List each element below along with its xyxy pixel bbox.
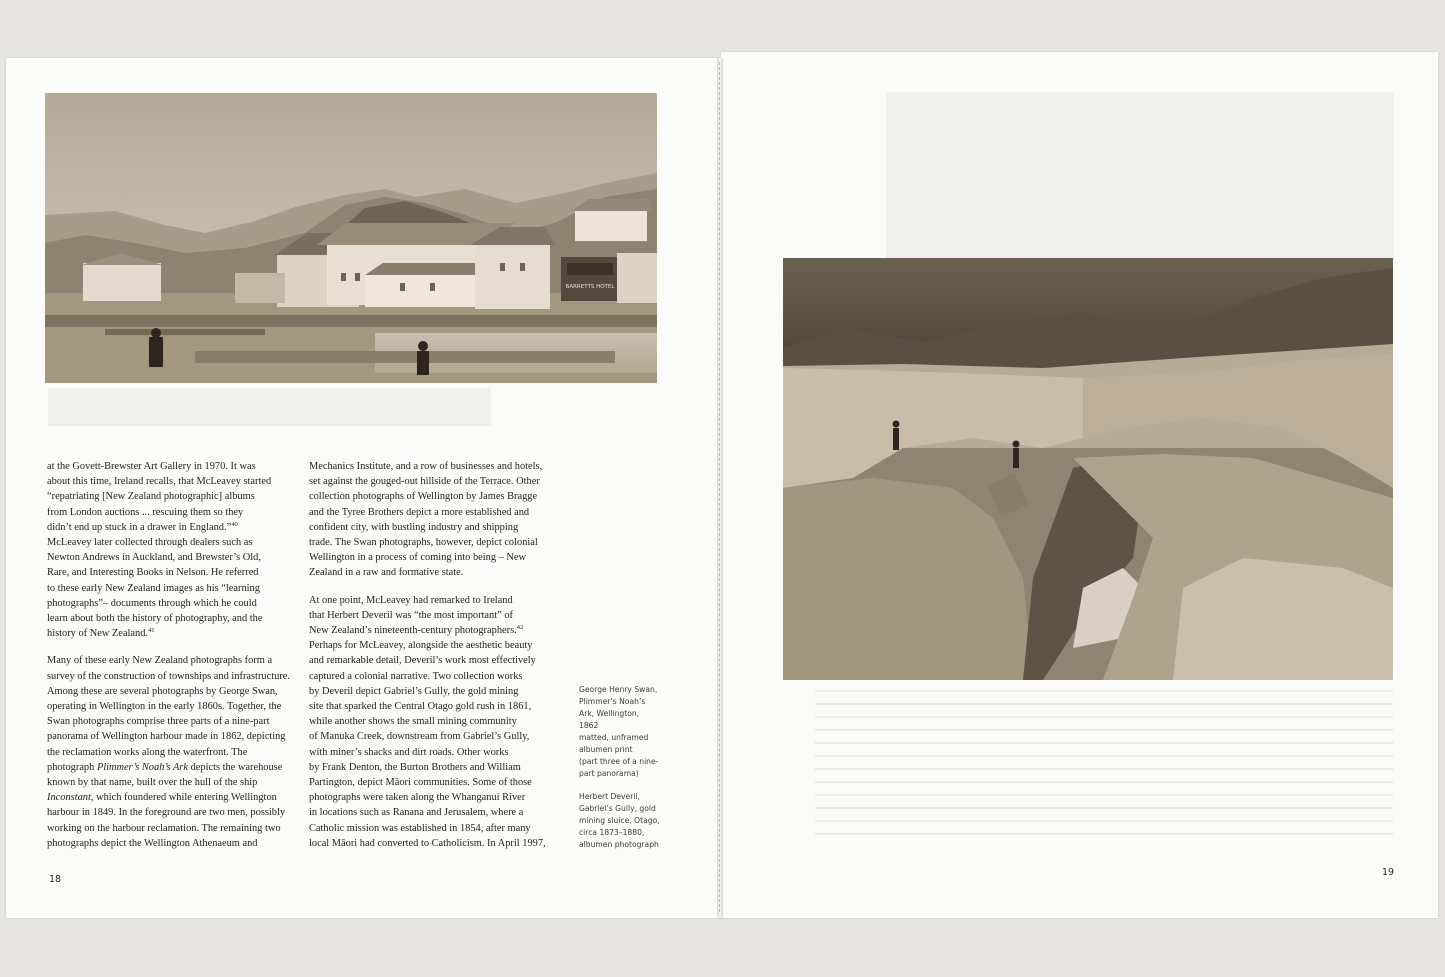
caption-line: Ark, Wellington, [579, 709, 640, 718]
page-number-left: 18 [49, 874, 62, 885]
text-line: photographs were taken along the Whanganui River [309, 792, 526, 804]
footnote-ref[interactable]: 40 [231, 520, 238, 528]
paragraph [47, 459, 297, 641]
ship-name: Inconstant [47, 792, 91, 804]
footnote-ref[interactable]: 42 [516, 624, 524, 632]
binding-stitch [719, 62, 721, 912]
text-line: Mechanics Institute, and a row of businesses and hotels, [309, 461, 543, 472]
text-line: in locations such as Ranana and Jerusalem, where a [309, 807, 524, 819]
caption-swan [579, 684, 669, 780]
paragraph [47, 653, 297, 851]
caption-line: circa 1873–1880, [579, 828, 645, 837]
text-line: trade. The Swan photographs, however, depict colonial [309, 537, 538, 549]
text-line: set against the gouged-out hillside of the Terrace. Other [309, 476, 540, 488]
text-line: McLeavey later collected through dealers such as [47, 537, 253, 549]
text-line: operating in Wellington in the early 1860s. Together, the [47, 701, 282, 713]
caption-line: albumen print [579, 745, 633, 754]
caption-line: Herbert Deveril, [579, 792, 640, 801]
text-fragment: photograph [47, 761, 97, 773]
text-line [47, 760, 297, 775]
text-line: about this time, Ireland recalls, that McLeavey started [47, 476, 272, 488]
paragraph [309, 459, 561, 581]
text-line [47, 790, 297, 805]
text-line: Catholic mission was established in 1854, after many [309, 822, 531, 834]
text-line: and the Tyree Brothers depict a more established and [309, 506, 530, 518]
text-column-2 [309, 459, 561, 863]
text-line: survey of the construction of townships and infrastructure. [47, 670, 290, 682]
photo-gabriels-gully [783, 258, 1393, 680]
photo-shop-sign: BARRETTS HOTEL [565, 284, 615, 290]
caption-deveril [579, 791, 669, 851]
text-line: learn about both the history of photography, and the [47, 613, 263, 625]
text-line: while another shows the small mining community [309, 716, 517, 728]
text-line: and remarkable detail, Deveril’s work most effectively [309, 655, 536, 667]
caption-line: part panorama) [579, 769, 639, 778]
text-line: panorama of Wellington harbour made in 1862, depicting [47, 731, 286, 743]
text-line: Rare, and Interesting Books in Nelson. He referred [47, 567, 259, 579]
text-line: to these early New Zealand images as his “learning [47, 582, 260, 594]
text-line: captured a colonial narrative. Two collection works [309, 670, 523, 682]
text-fragment: depicts the warehouse [187, 761, 283, 773]
text-fragment: history of New Zealand. [47, 628, 148, 640]
caption-line: (part three of a nine- [579, 757, 659, 766]
caption-line: albumen photograph [579, 840, 659, 849]
text-line [47, 626, 297, 641]
text-line: local Māori had converted to Catholicism. In April 1997, [309, 837, 546, 849]
caption-line: Plimmer’s Noah’s [579, 697, 646, 706]
text-line: working on the harbour reclamation. The remaining two [47, 822, 281, 834]
text-line: Wellington in a process of coming into being – New [309, 552, 527, 564]
text-line: of Manuka Creek, downstream from Gabriel’s Gully, [309, 731, 530, 743]
text-line: Among these are several photographs by George Swan, [47, 685, 278, 697]
text-line: that Herbert Deveril was “the most important” of [309, 609, 513, 621]
text-line: Newton Andrews in Auckland, and Brewster’s Old, [47, 552, 261, 564]
text-line: Swan photographs comprise three parts of a nine-part [47, 716, 270, 728]
text-line: known by that name, built over the hull of the ship [47, 777, 258, 789]
caption-line: matted, unframed [579, 733, 649, 742]
caption-line: George Henry Swan, [579, 685, 658, 694]
text-line: by Deveril depict Gabriel’s Gully, the gold mining [309, 685, 519, 697]
text-line: by Frank Denton, the Burton Brothers and William [309, 761, 521, 773]
text-line: with miner’s shacks and dirt roads. Other works [309, 746, 509, 758]
caption-line: Gabriel’s Gully, gold [579, 804, 656, 813]
footnote-ref[interactable]: 41 [148, 627, 155, 635]
text-line: collection photographs of Wellington by James Bragge [309, 491, 538, 503]
show-through-block [886, 92, 1394, 260]
text-line: the reclamation works along the waterfront. The [47, 746, 248, 758]
photo-plimmers-noahs-ark [45, 93, 657, 383]
text-line: photographs depict the Wellington Athenaeum and [47, 837, 258, 849]
text-fragment: didn’t end up stuck in a drawer in England.” [47, 521, 232, 533]
text-line: from London auctions ... rescuing them so they [47, 506, 244, 518]
text-fragment: , which foundered while entering Wellington [90, 792, 277, 804]
page-number-right: 19 [1382, 867, 1395, 878]
text-line: site that sparked the Central Otago gold rush in 1861, [309, 701, 532, 713]
text-line: at the Govett-Brewster Art Gallery in 1970. It was [47, 461, 256, 472]
text-line: At one point, McLeavey had remarked to Ireland [309, 594, 513, 606]
text-line: Perhaps for McLeavey, alongside the aesthetic beauty [309, 640, 533, 652]
text-line: harbour in 1849. In the foreground are two men, possibly [47, 807, 286, 819]
caption-line: mining sluice, Otago, [579, 816, 660, 825]
caption-line: 1862 [579, 721, 599, 730]
text-line: Zealand in a raw and formative state. [309, 567, 464, 579]
text-line: photographs”– documents through which he could [47, 597, 257, 609]
text-fragment: New Zealand’s nineteenth-century photographers. [309, 625, 517, 637]
paragraph [309, 593, 561, 851]
text-line: Partington, depict Māori communities. Some of those [309, 777, 532, 789]
show-through-block [48, 388, 491, 426]
text-line: confident city, with bustling industry and shipping [309, 521, 519, 533]
artwork-title: Plimmer’s Noah’s Ark [96, 761, 188, 773]
text-line: “repatriating [New Zealand photographic] albums [47, 491, 255, 503]
text-line [309, 623, 561, 638]
text-line: Many of these early New Zealand photographs form a [47, 655, 273, 667]
text-column-1 [47, 459, 297, 863]
text-line [47, 520, 297, 535]
